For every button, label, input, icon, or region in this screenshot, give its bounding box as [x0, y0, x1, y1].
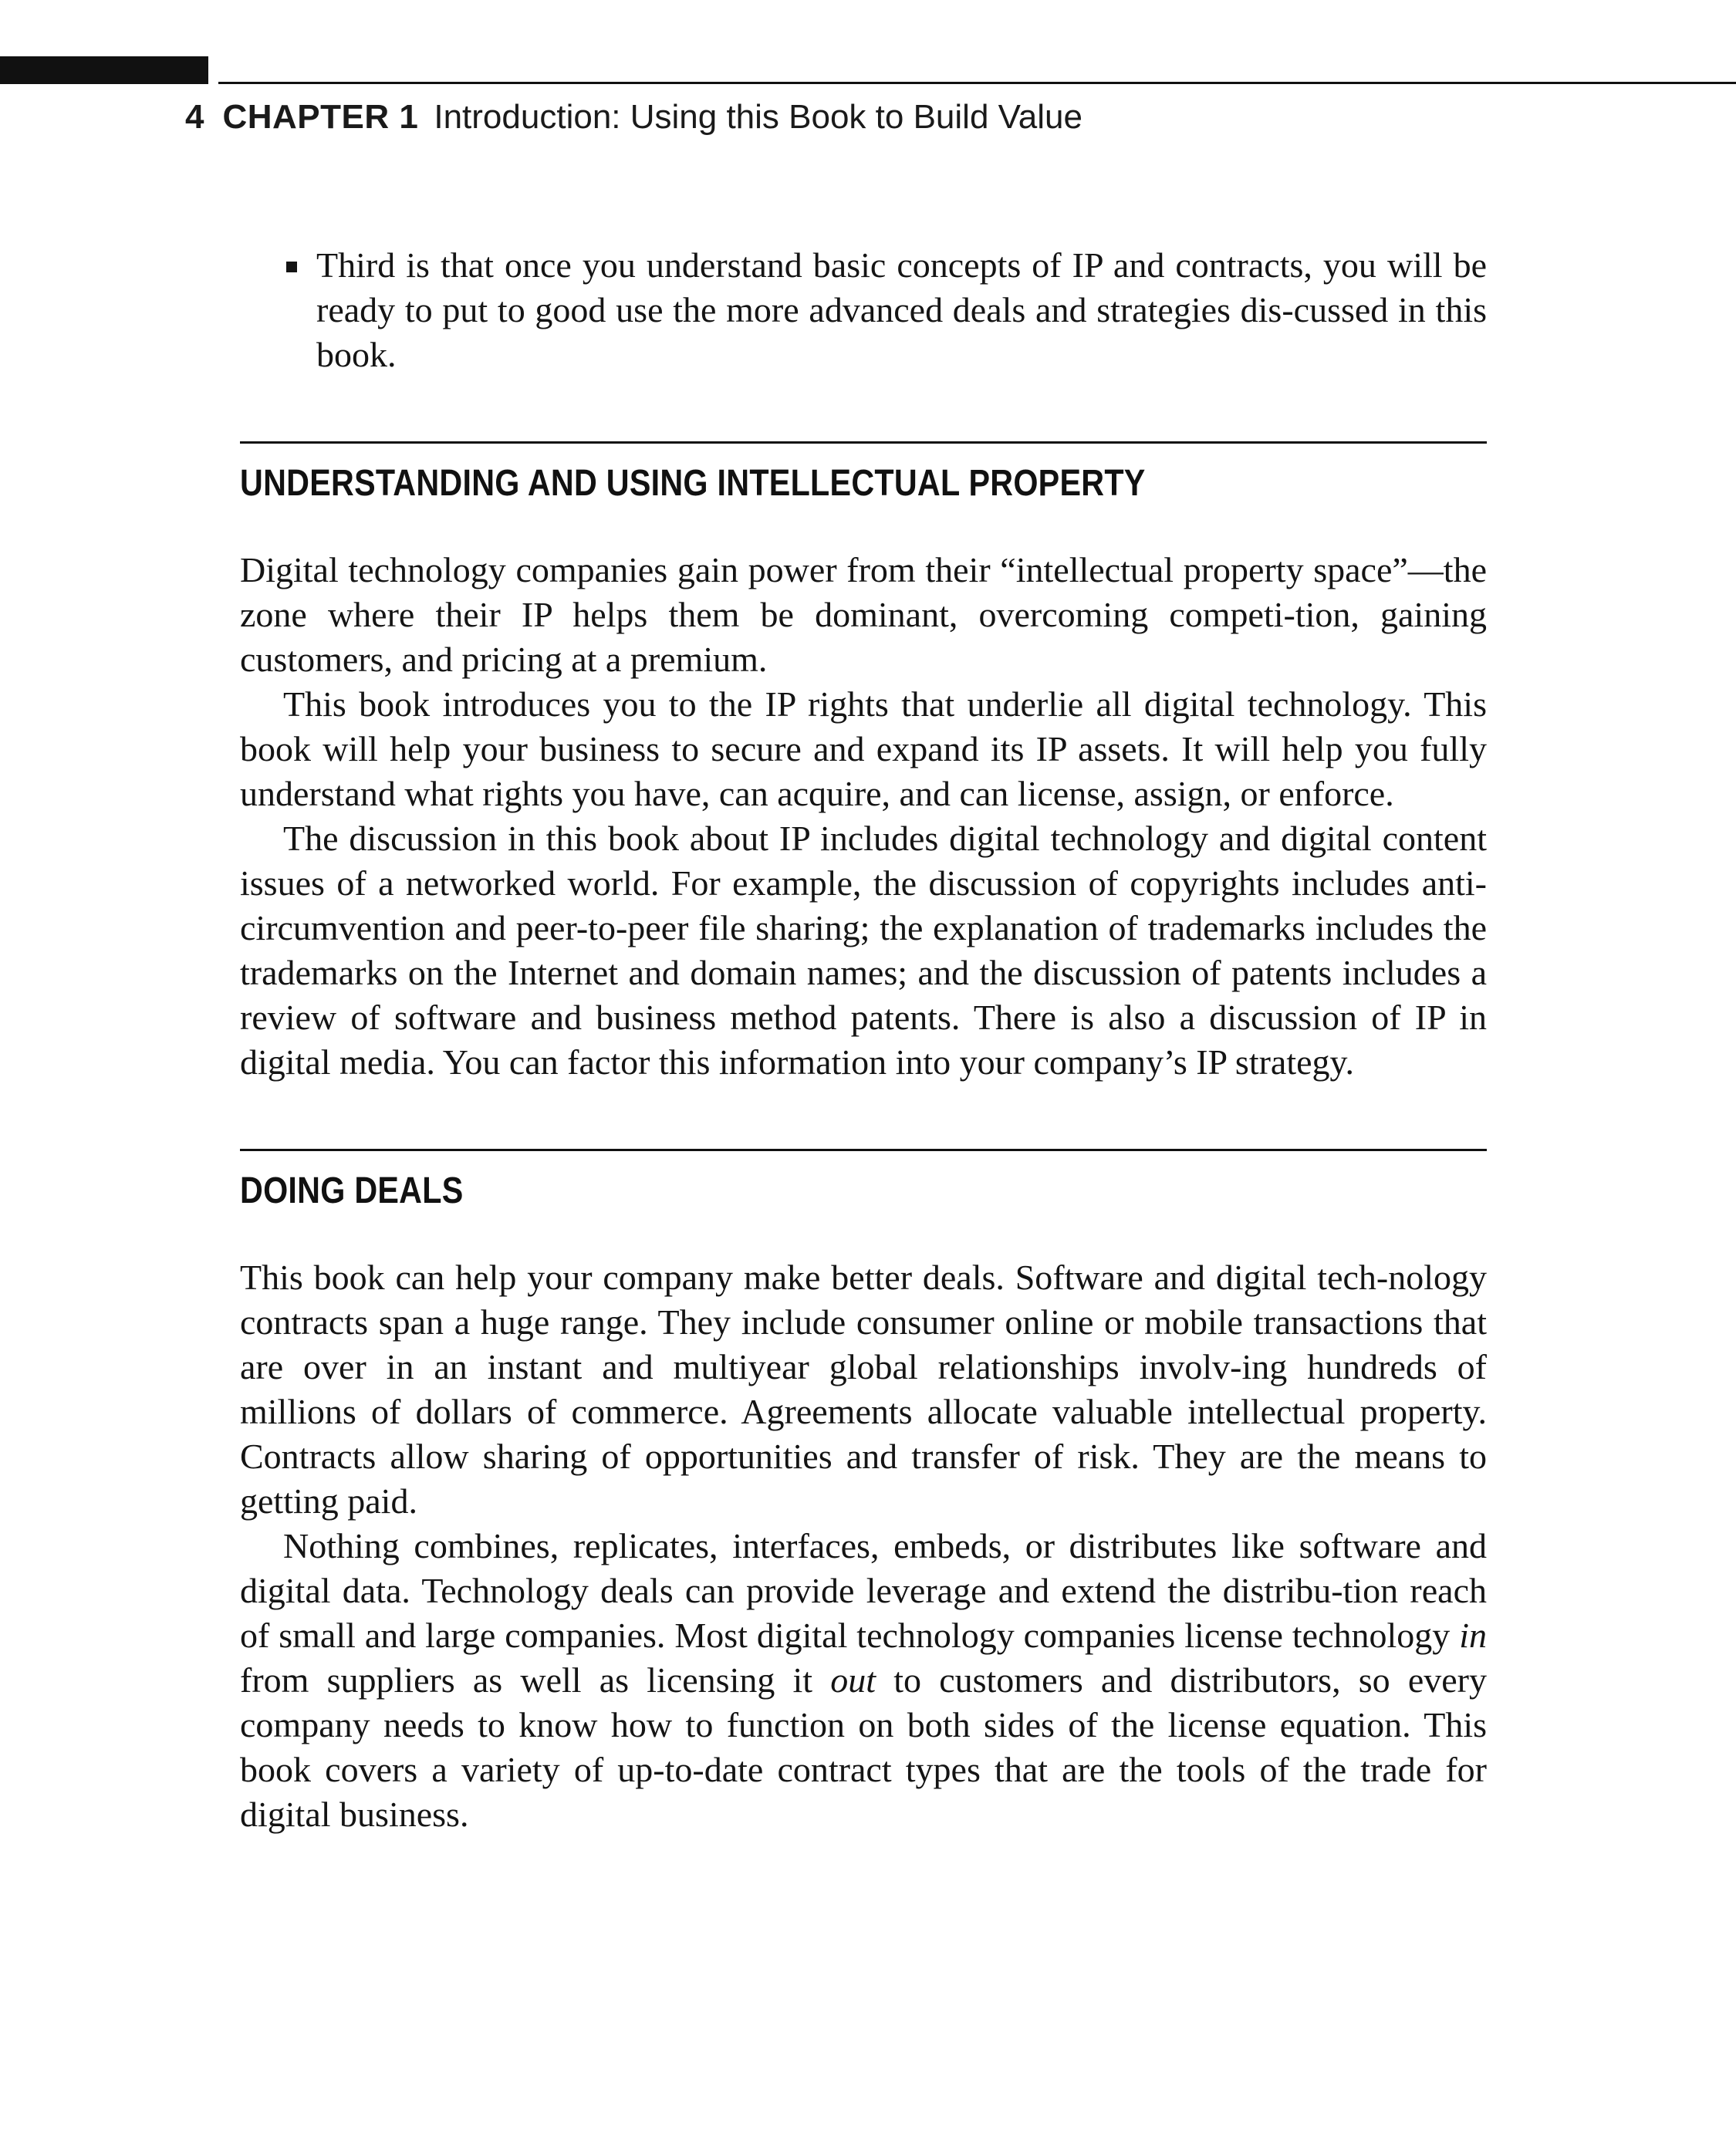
ip-paragraph-2: This book introduces you to the IP rights that underlie all digital technology. This book will help your business to secure and expand its IP assets. It will help you fully understand what rights you have, can acquire, and can license, assign, or enforce. [240, 684, 1487, 813]
section-heading-ip: UNDERSTANDING AND USING INTELLECTUAL PROPERTY [240, 463, 1146, 504]
section-rule [240, 441, 1487, 444]
ip-paragraph-3: The discussion in this book about IP includes digital technology and digital content issues of a networked world. For example, the discussion of copyrights includes anti-circumvention and peer-to-peer file sharing; the explanation of trademarks includes the trademarks on the Internet and domain names; and the discussion of patents includes a review of software and business method patents. There is also a discussion of IP in digital media. You can factor this information into your company’s IP strategy. [240, 819, 1487, 1082]
ip-paragraph-1: Digital technology companies gain power from their “intellectual property space”—the zone where their IP helps them be dominant, overcoming competi-tion, gaining customers, and pricing at a premium. [240, 550, 1487, 679]
page-number: 4 [185, 98, 204, 136]
emphasis-in: in [1459, 1616, 1487, 1655]
section-heading-deals: DOING DEALS [240, 1170, 464, 1211]
chapter-label: CHAPTER 1 [222, 98, 419, 136]
deals-paragraph-2 [240, 1524, 1487, 1837]
header-rule [218, 82, 1736, 84]
section-rule [240, 1149, 1487, 1151]
deals-paragraph-2-part1: Nothing combines, replicates, interfaces, embeds, or distributes like software and digital data. Technology deals can provide leverage and extend the distribu-tion reach of small and large companies. Most digital technology companies license technology [240, 1526, 1487, 1655]
header-bar-block [0, 56, 208, 84]
deals-paragraph-2-part3: to customers and distributors, so every company needs to know how to function on both sides of the license equation. This book covers a variety of up-to-date contract types that are the tools of the trade for digital business. [240, 1660, 1487, 1834]
bullet-item [240, 243, 1487, 377]
chapter-title: Introduction: Using this Book to Build Value [434, 98, 1082, 136]
deals-paragraph-1: This book can help your company make better deals. Software and digital tech-nology contracts span a huge range. They include consumer online or mobile transactions that are over in an instant and multiyear global relationships involv-ing hundreds of millions of dollars of commerce. Agreements allocate valuable intellectual property. Contracts allow sharing of opportunities and transfer of risk. They are the means to getting paid. [240, 1258, 1487, 1521]
running-head [185, 93, 1082, 142]
square-bullet-icon [286, 262, 297, 272]
deals-paragraph-2-part2: from suppliers as well as licensing it [240, 1660, 831, 1700]
page-body [240, 243, 1487, 1837]
emphasis-out: out [830, 1660, 876, 1700]
bullet-text: Third is that once you understand basic concepts of IP and contracts, you will be ready to put to good use the more advanced deals and strategies dis-cussed in this book. [316, 245, 1487, 374]
